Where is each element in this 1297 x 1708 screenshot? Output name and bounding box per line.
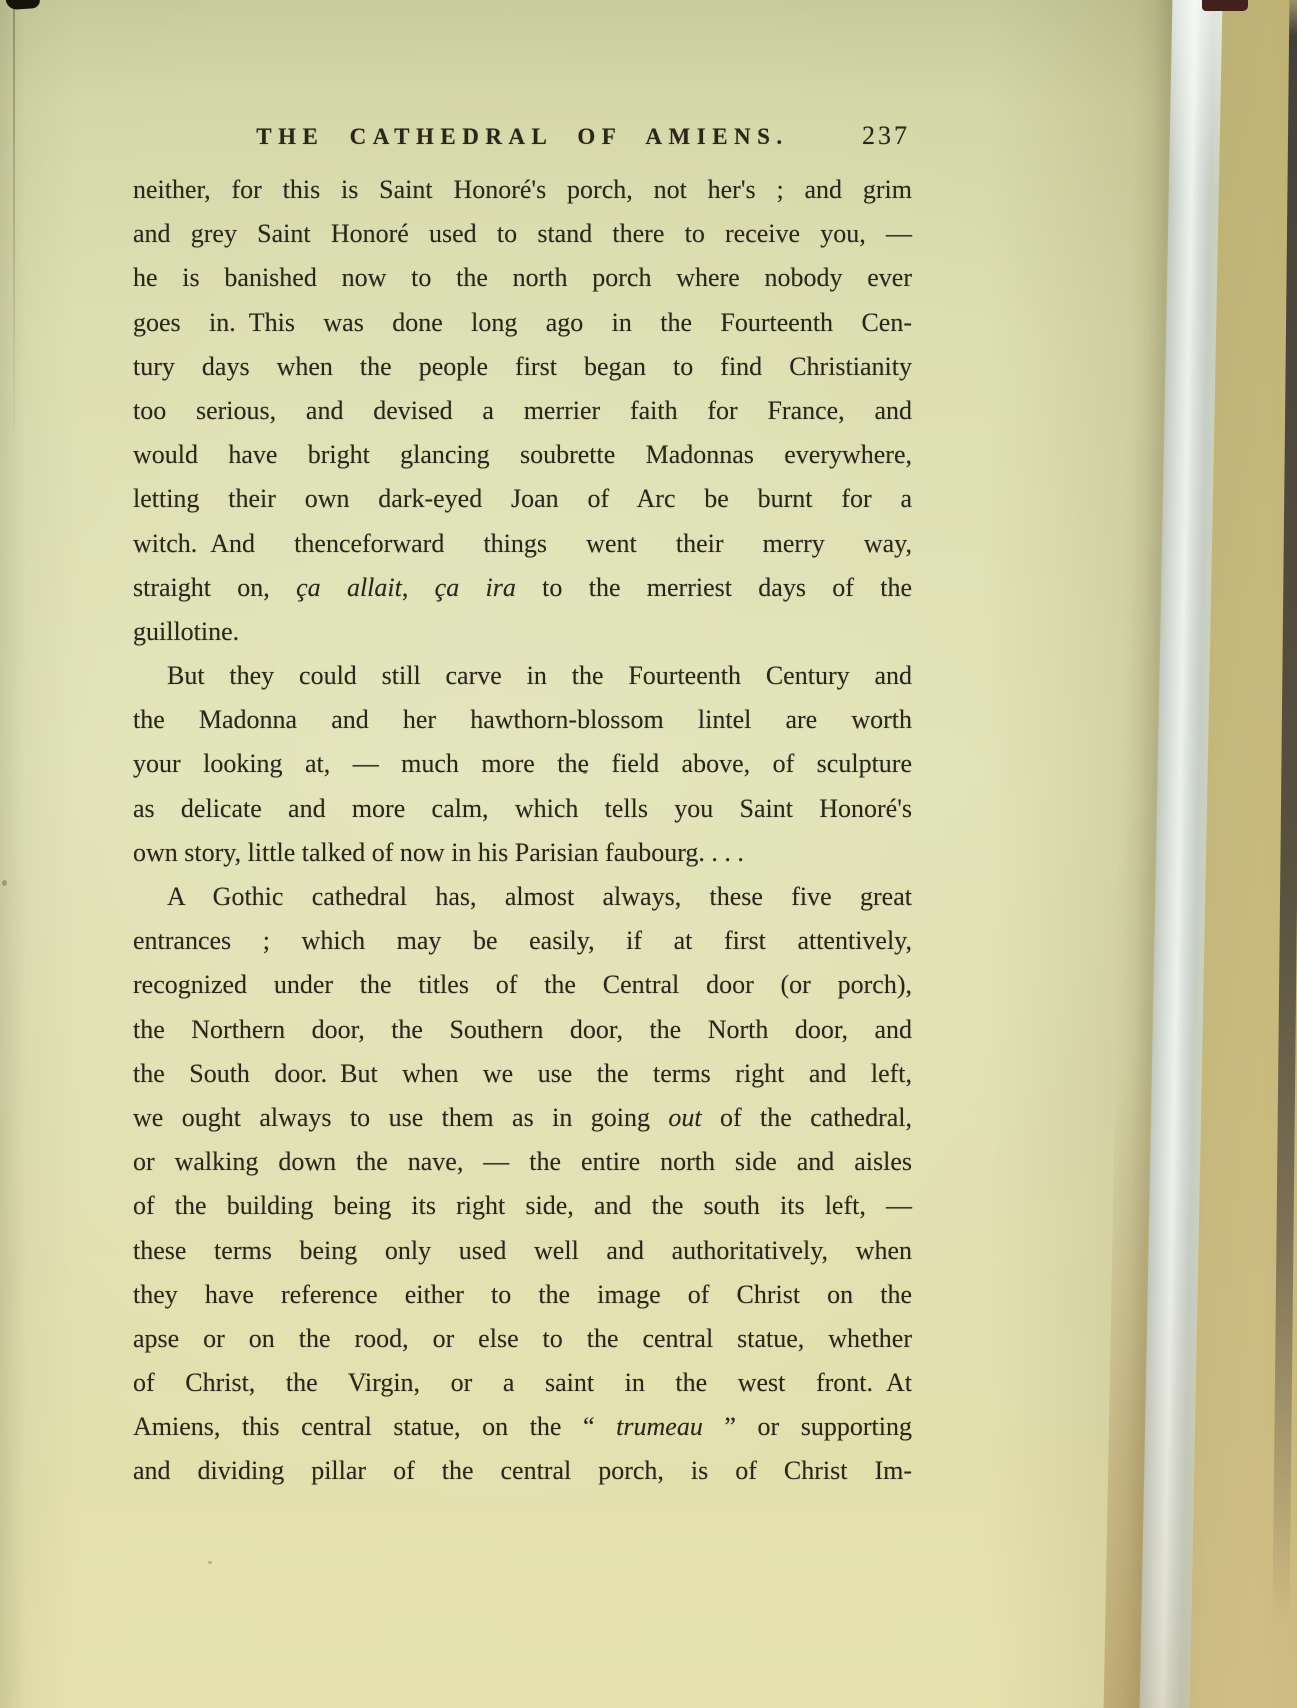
page-number: 237: [862, 121, 910, 150]
text-line: entrances ; which may be easily, if at first attentively,: [133, 926, 912, 956]
text-line: of the building being its right side, and the south its left, —: [133, 1191, 912, 1221]
text-line: recognized under the titles of the Central door (or porch),: [133, 970, 912, 1000]
text-line: But they could still carve in the Fourteenth Century and: [167, 661, 912, 691]
ink-speck: [2, 880, 7, 886]
text-line: would have bright glancing soubrette Madonnas everywhere,: [133, 440, 912, 470]
text-line: apse or on the rood, or else to the central statue, whether: [133, 1323, 912, 1353]
scan-artifact-top-right: [1202, 0, 1248, 11]
text-line: your looking at, — much more the field above, of sculpture: [133, 749, 912, 779]
text-line: A Gothic cathedral has, almost always, these five great: [167, 882, 912, 911]
chapter-title: THE CATHEDRAL OF AMIENS.: [256, 124, 789, 149]
text-line: of Christ, the Virgin, or a saint in the west front. At: [133, 1368, 912, 1398]
text-line: too serious, and devised a merrier faith for France, and: [133, 395, 912, 425]
text-line: we ought always to use them as in going out of the cathedral,: [133, 1102, 912, 1132]
text-line: he is banished now to the north porch where nobody ever: [133, 263, 912, 293]
text-line: own story, little talked of now in his Parisian faubourg. . . .: [133, 837, 744, 867]
text-line: straight on, ça allait, ça ira to the merriest days of the: [133, 572, 912, 602]
text-line: and grey Saint Honoré used to stand there to receive you, —: [133, 219, 912, 249]
text-line: tury days when the people first began to find Christianity: [133, 351, 912, 381]
text-line: neither, for this is Saint Honoré's porch, not her's ; and grim: [133, 175, 912, 204]
scan-artifact-top-left: [6, 0, 41, 10]
text-line: Amiens, this central statue, on the “ trumeau ” or supporting: [133, 1412, 912, 1442]
ink-speck: [208, 1561, 212, 1564]
text-line: and dividing pillar of the central porch, is of Christ Im-: [133, 1456, 912, 1486]
text-line: the Northern door, the Southern door, the North door, and: [133, 1014, 912, 1044]
gutter-crease: [13, 0, 15, 430]
text-line: as delicate and more calm, which tells you Saint Honoré's: [133, 793, 912, 823]
text-line: or walking down the nave, — the entire north side and aisles: [133, 1147, 912, 1177]
text-line: letting their own dark-eyed Joan of Arc be burnt for a: [133, 484, 912, 514]
text-line: goes in. This was done long ago in the Fourteenth Cen-: [133, 307, 912, 337]
running-header: [133, 121, 912, 160]
text-line: guillotine.: [133, 616, 240, 646]
text-line: witch. And thenceforward things went their merry way,: [133, 528, 912, 558]
text-line: the Madonna and her hawthorn-blossom lintel are worth: [133, 705, 912, 735]
text-line: these terms being only used well and authoritatively, when: [133, 1235, 912, 1265]
page-body-text: [133, 168, 912, 1494]
text-line: the South door. But when we use the terms right and left,: [133, 1058, 912, 1088]
text-line: they have reference either to the image of Christ on the: [133, 1279, 912, 1309]
